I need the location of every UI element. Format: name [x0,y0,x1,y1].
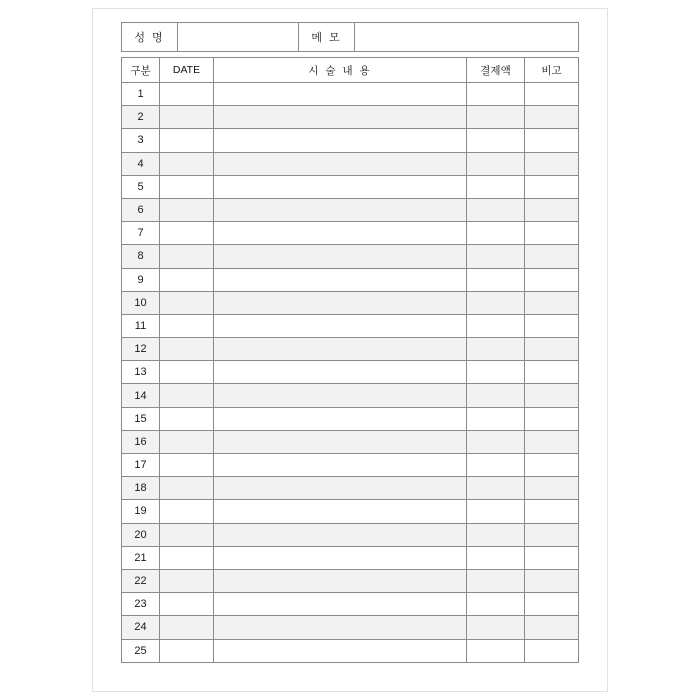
column-header-note: 비고 [525,58,579,83]
row-note[interactable] [525,570,579,593]
row-pay[interactable] [467,153,525,176]
row-desc[interactable] [214,570,467,593]
row-date[interactable] [160,593,214,616]
row-desc[interactable] [214,431,467,454]
row-pay[interactable] [467,454,525,477]
table-row [122,361,579,384]
row-note[interactable] [525,269,579,292]
row-no: 11 [122,315,160,338]
table-row [122,199,579,222]
row-pay[interactable] [467,384,525,407]
row-desc[interactable] [214,524,467,547]
table-row [122,153,579,176]
row-date[interactable] [160,245,214,268]
table-row [122,338,579,361]
row-desc[interactable] [214,640,467,663]
row-pay[interactable] [467,431,525,454]
table-row [122,547,579,570]
row-date[interactable] [160,361,214,384]
row-note[interactable] [525,524,579,547]
row-pay[interactable] [467,547,525,570]
row-note[interactable] [525,245,579,268]
row-desc[interactable] [214,338,467,361]
row-desc[interactable] [214,315,467,338]
row-note[interactable] [525,408,579,431]
row-date[interactable] [160,292,214,315]
row-desc[interactable] [214,500,467,523]
row-note[interactable] [525,500,579,523]
row-no: 10 [122,292,160,315]
row-date[interactable] [160,500,214,523]
row-desc[interactable] [214,269,467,292]
row-date[interactable] [160,524,214,547]
row-pay[interactable] [467,361,525,384]
table-row [122,570,579,593]
row-note[interactable] [525,129,579,152]
row-pay[interactable] [467,338,525,361]
row-note[interactable] [525,106,579,129]
row-desc[interactable] [214,593,467,616]
row-pay[interactable] [467,616,525,639]
row-no: 3 [122,129,160,152]
row-no: 16 [122,431,160,454]
row-pay[interactable] [467,524,525,547]
row-date[interactable] [160,199,214,222]
row-no: 2 [122,106,160,129]
row-note[interactable] [525,616,579,639]
row-pay[interactable] [467,292,525,315]
table-row [122,640,579,663]
row-no: 22 [122,570,160,593]
row-desc[interactable] [214,176,467,199]
table-row [122,245,579,268]
row-date[interactable] [160,222,214,245]
table-row [122,106,579,129]
table-row [122,454,579,477]
row-note[interactable] [525,176,579,199]
row-note[interactable] [525,315,579,338]
row-pay[interactable] [467,315,525,338]
row-date[interactable] [160,338,214,361]
row-note[interactable] [525,199,579,222]
row-date[interactable] [160,269,214,292]
row-note[interactable] [525,640,579,663]
row-date[interactable] [160,454,214,477]
row-note[interactable] [525,222,579,245]
row-no: 9 [122,269,160,292]
row-pay[interactable] [467,106,525,129]
row-note[interactable] [525,454,579,477]
row-note[interactable] [525,361,579,384]
row-desc[interactable] [214,477,467,500]
row-note[interactable] [525,593,579,616]
row-desc[interactable] [214,454,467,477]
row-desc[interactable] [214,106,467,129]
row-date[interactable] [160,315,214,338]
table-row [122,222,579,245]
row-no: 17 [122,454,160,477]
table-row [122,129,579,152]
row-note[interactable] [525,292,579,315]
row-pay[interactable] [467,176,525,199]
table-header-row [122,58,579,83]
row-no: 6 [122,199,160,222]
column-header-no: 구분 [122,58,160,83]
row-date[interactable] [160,176,214,199]
row-pay[interactable] [467,593,525,616]
row-date[interactable] [160,570,214,593]
row-desc[interactable] [214,222,467,245]
row-no: 18 [122,477,160,500]
table-row [122,384,579,407]
table-row [122,477,579,500]
row-pay[interactable] [467,500,525,523]
row-no: 8 [122,245,160,268]
row-date[interactable] [160,640,214,663]
row-date[interactable] [160,431,214,454]
row-date[interactable] [160,83,214,106]
row-date[interactable] [160,129,214,152]
row-date[interactable] [160,477,214,500]
name-field[interactable] [178,23,299,51]
row-note[interactable] [525,153,579,176]
row-no: 14 [122,384,160,407]
row-note[interactable] [525,338,579,361]
treatment-record-sheet [121,22,579,678]
row-no: 23 [122,593,160,616]
table-row [122,616,579,639]
table-row [122,431,579,454]
table-row [122,176,579,199]
row-pay[interactable] [467,477,525,500]
memo-field[interactable] [355,23,578,51]
column-header-date: DATE [160,58,214,83]
row-date[interactable] [160,106,214,129]
row-no: 20 [122,524,160,547]
row-no: 24 [122,616,160,639]
treatment-table [121,57,579,663]
name-label: 성 명 [122,23,178,51]
row-note[interactable] [525,431,579,454]
row-desc[interactable] [214,199,467,222]
memo-label: 메 모 [299,23,355,51]
row-desc[interactable] [214,83,467,106]
row-no: 7 [122,222,160,245]
row-no: 5 [122,176,160,199]
row-no: 19 [122,500,160,523]
row-desc[interactable] [214,408,467,431]
column-header-pay: 결제액 [467,58,525,83]
row-pay[interactable] [467,83,525,106]
table-row [122,292,579,315]
row-pay[interactable] [467,570,525,593]
row-date[interactable] [160,153,214,176]
table-row [122,83,579,106]
row-no: 12 [122,338,160,361]
row-pay[interactable] [467,640,525,663]
row-no: 25 [122,640,160,663]
row-pay[interactable] [467,269,525,292]
row-date[interactable] [160,547,214,570]
table-row [122,524,579,547]
row-pay[interactable] [467,199,525,222]
column-header-desc: 시 술 내 용 [214,58,467,83]
table-row [122,593,579,616]
row-desc[interactable] [214,616,467,639]
row-pay[interactable] [467,408,525,431]
row-desc[interactable] [214,384,467,407]
table-row [122,269,579,292]
row-pay[interactable] [467,129,525,152]
row-note[interactable] [525,384,579,407]
row-desc[interactable] [214,245,467,268]
header-row [121,22,579,52]
row-no: 13 [122,361,160,384]
row-note[interactable] [525,83,579,106]
row-desc[interactable] [214,129,467,152]
row-desc[interactable] [214,292,467,315]
row-date[interactable] [160,384,214,407]
row-no: 21 [122,547,160,570]
row-no: 15 [122,408,160,431]
table-row [122,408,579,431]
row-no: 4 [122,153,160,176]
row-date[interactable] [160,408,214,431]
row-pay[interactable] [467,245,525,268]
row-desc[interactable] [214,153,467,176]
row-desc[interactable] [214,547,467,570]
table-row [122,315,579,338]
row-no: 1 [122,83,160,106]
row-date[interactable] [160,616,214,639]
row-note[interactable] [525,547,579,570]
row-note[interactable] [525,477,579,500]
table-row [122,500,579,523]
row-desc[interactable] [214,361,467,384]
row-pay[interactable] [467,222,525,245]
